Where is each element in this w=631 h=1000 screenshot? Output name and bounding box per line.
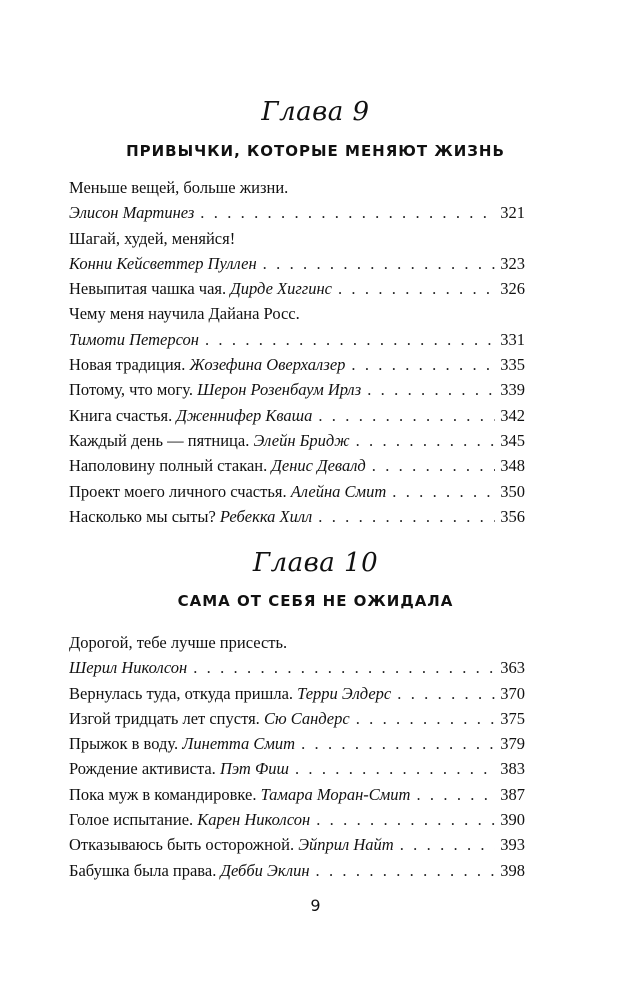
story-title: Невыпитая чашка чая.	[69, 279, 231, 299]
story-title: Прыжок в воду.	[69, 734, 183, 754]
story-author: Тамара Моран-Смит	[260, 784, 411, 804]
toc-page-number: 370	[500, 683, 525, 703]
toc-entry-text	[69, 175, 288, 200]
toc-entry-text	[69, 327, 199, 352]
toc-entry	[69, 301, 525, 326]
toc-entry-text	[69, 807, 310, 832]
toc-entry	[69, 807, 525, 832]
toc-entry	[69, 403, 525, 428]
toc-entry	[69, 756, 525, 781]
chapter-9-label: Глава 9	[261, 97, 370, 127]
story-title: Отказываюсь быть осторожной.	[69, 835, 299, 855]
story-author: Сю Сандерс	[263, 708, 350, 728]
story-title: Проект моего личного счастья.	[69, 481, 291, 501]
toc-page-number: 375	[500, 708, 525, 728]
chapter-10-title: САМА ОТ СЕБЯ НЕ ОЖИДАЛА	[177, 592, 454, 610]
toc-page-number: 321	[500, 203, 525, 223]
toc-entry-text	[69, 858, 310, 883]
toc-page-number: 326	[500, 279, 525, 299]
story-title: Шагай, худей, меняйся!	[69, 228, 236, 248]
toc-entry-text	[69, 706, 350, 731]
toc-entry-text	[69, 251, 257, 276]
toc-page-number: 387	[500, 784, 525, 804]
story-author: Пэт Фиш	[219, 759, 289, 779]
dot-leader	[193, 655, 495, 680]
toc-entry	[69, 251, 525, 276]
toc-entry	[69, 655, 525, 680]
story-author: Карен Николсон	[197, 810, 311, 830]
toc-entry-text	[69, 403, 312, 428]
toc-entry-text	[69, 731, 295, 756]
story-author: Тимоти Петерсон	[69, 329, 199, 349]
story-title: Вернулась туда, откуда пришла.	[69, 683, 298, 703]
toc-entry	[69, 731, 525, 756]
dot-leader	[397, 681, 495, 706]
story-author: Шерил Николсон	[69, 658, 188, 678]
chapter-10-toc	[69, 630, 525, 883]
dot-leader	[301, 731, 495, 756]
dot-leader	[318, 403, 495, 428]
toc-entry-text	[69, 655, 187, 680]
toc-entry-text	[69, 832, 394, 857]
story-author: Линетта Смит	[182, 734, 296, 754]
dot-leader	[200, 200, 495, 225]
toc-entry-text	[69, 479, 386, 504]
story-author: Элисон Мартинез	[69, 203, 195, 223]
dot-leader	[205, 327, 495, 352]
toc-page-number: 348	[500, 456, 525, 476]
toc-page-number: 323	[500, 253, 525, 273]
toc-entry	[69, 352, 525, 377]
toc-page-number: 335	[500, 355, 525, 375]
toc-entry	[69, 832, 525, 857]
toc-entry	[69, 276, 525, 301]
toc-entry-text	[69, 756, 289, 781]
toc-page-number: 342	[500, 405, 525, 425]
story-title: Потому, что могу.	[69, 380, 198, 400]
toc-page-number: 393	[500, 835, 525, 855]
toc-entry-text	[69, 782, 410, 807]
toc-entry-text	[69, 681, 391, 706]
toc-entry	[69, 377, 525, 402]
story-title: Пока муж в командировке.	[69, 784, 261, 804]
toc-entry	[69, 630, 525, 655]
toc-entry	[69, 453, 525, 478]
toc-entry	[69, 200, 525, 225]
story-author: Дебби Эклин	[220, 860, 310, 880]
story-author: Эйприл Найт	[298, 835, 394, 855]
story-author: Ребекка Хилл	[219, 506, 313, 526]
story-author: Терри Элдерс	[297, 683, 392, 703]
page-number: 9	[310, 896, 321, 915]
toc-entry	[69, 858, 525, 883]
dot-leader	[400, 832, 496, 857]
dot-leader	[351, 352, 495, 377]
dot-leader	[316, 858, 496, 883]
story-author: Конни Кейсветтер Пуллен	[69, 253, 257, 273]
toc-page-number: 331	[500, 329, 525, 349]
toc-entry	[69, 175, 525, 200]
dot-leader	[295, 756, 495, 781]
story-title: Дорогой, тебе лучше присесть.	[69, 633, 288, 652]
story-author: Жозефина Оверхалзер	[189, 355, 346, 375]
story-author: Дженнифер Кваша	[176, 405, 313, 425]
toc-entry-text	[69, 428, 350, 453]
chapter-9-title: ПРИВЫЧКИ, КОТОРЫЕ МЕНЯЮТ ЖИЗНЬ	[126, 142, 505, 160]
toc-page-number: 339	[500, 380, 525, 400]
toc-page-number: 390	[500, 810, 525, 830]
toc-entry	[69, 504, 525, 529]
toc-entry-text	[69, 301, 300, 326]
dot-leader	[356, 428, 496, 453]
story-title: Изгой тридцать лет спустя.	[69, 708, 264, 728]
dot-leader	[318, 504, 495, 529]
dot-leader	[367, 377, 495, 402]
story-title: Новая традиция.	[69, 355, 190, 375]
toc-page-number: 398	[500, 860, 525, 880]
toc-entry	[69, 782, 525, 807]
story-title: Меньше вещей, больше жизни.	[69, 178, 289, 197]
story-title: Наполовину полный стакан.	[69, 456, 272, 476]
story-title: Книга счастья.	[69, 405, 177, 425]
toc-entry	[69, 706, 525, 731]
story-author: Дирде Хиггинс	[230, 279, 332, 299]
toc-page-number: 363	[500, 658, 525, 678]
story-title: Чему меня научила Дайана Росс.	[69, 304, 300, 324]
dot-leader	[338, 276, 495, 301]
dot-leader	[416, 782, 495, 807]
toc-entry	[69, 327, 525, 352]
story-author: Алейна Смит	[290, 481, 387, 501]
chapter-9-toc	[69, 175, 525, 529]
chapter-10-label: Глава 10	[252, 548, 379, 578]
toc-entry-text	[69, 377, 361, 402]
story-title: Голое испытание.	[69, 810, 198, 830]
toc-page-number: 350	[500, 481, 525, 501]
toc-page-number: 383	[500, 759, 525, 779]
toc-entry-text	[69, 352, 345, 377]
dot-leader	[372, 453, 495, 478]
toc-entry-text	[69, 200, 194, 225]
toc-entry-text	[69, 453, 366, 478]
toc-entry	[69, 681, 525, 706]
dot-leader	[392, 479, 495, 504]
toc-entry	[69, 428, 525, 453]
story-title: Каждый день — пятница.	[69, 430, 254, 450]
toc-entry-text	[69, 504, 312, 529]
toc-entry-text	[69, 630, 287, 655]
toc-page-number: 356	[500, 506, 525, 526]
toc-page-number: 379	[500, 734, 525, 754]
dot-leader	[356, 706, 496, 731]
toc-entry	[69, 226, 525, 251]
dot-leader	[316, 807, 495, 832]
story-author: Денис Девалд	[271, 456, 366, 476]
toc-page-number: 345	[500, 430, 525, 450]
story-title: Бабушка была права.	[69, 860, 221, 880]
story-author: Шерон Розенбаум Ирлз	[197, 380, 362, 400]
toc-entry-text	[69, 276, 332, 301]
story-title: Рождение активиста.	[69, 759, 220, 779]
dot-leader	[263, 251, 496, 276]
toc-entry-text	[69, 226, 235, 251]
story-author: Элейн Бридж	[253, 430, 350, 450]
toc-entry	[69, 479, 525, 504]
story-title: Насколько мы сыты?	[69, 506, 220, 526]
